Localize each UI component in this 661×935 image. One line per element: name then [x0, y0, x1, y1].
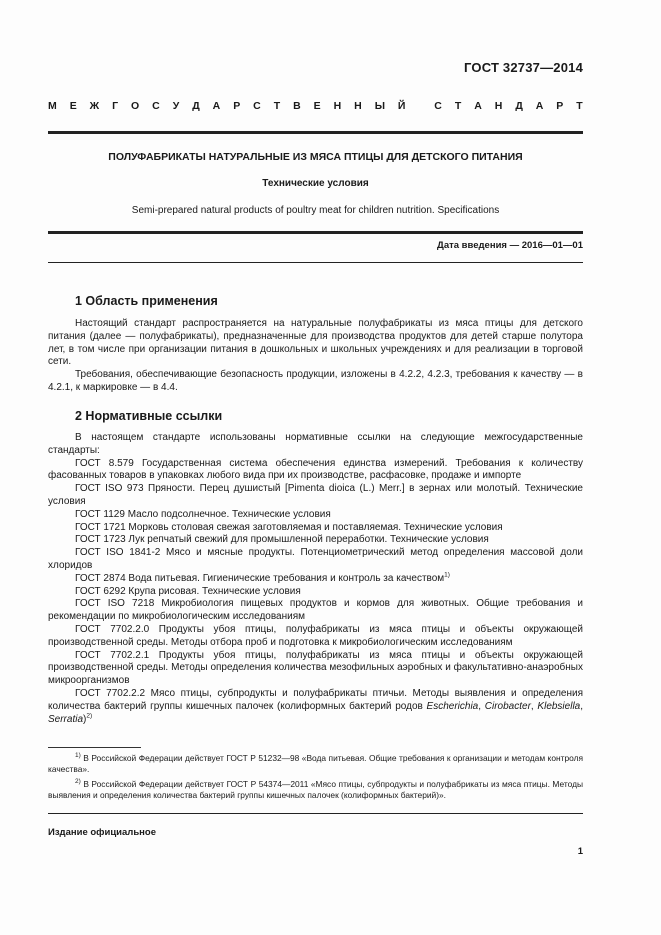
reference-item: ГОСТ ISO 7218 Микробиология пищевых продуктов и кормов для животных. Общие требования и рекомендации по микробиологическим исследованиям: [48, 598, 583, 623]
section-2-heading: 2 Нормативные ссылки: [75, 409, 223, 423]
standard-code: ГОСТ 32737—2014: [464, 60, 583, 75]
reference-item: ГОСТ 7702.2.2 Мясо птицы, субпродукты и полуфабрикаты птичьи. Методы выявления и определения количества бактерий группы кишечных палочек (колиформных бактерий родов Escherichia, Cirobacter, Klebsiella, Serratia)$^{2)}$: [48, 687, 584, 725]
banner-letter: Ы: [374, 100, 385, 112]
reference-item: ГОСТ ISO 1841-2 Мясо и мясные продукты. Потенциометрический метод определения массовой доли хлоридов: [48, 547, 583, 571]
genus-name: Klebsiella: [537, 700, 581, 712]
footer-rule: [48, 813, 583, 814]
banner-letter: Г: [112, 100, 119, 112]
banner-letter: Д: [515, 100, 523, 112]
effective-date: Дата введения — 2016—01—01: [437, 240, 583, 251]
page-number: 1: [577, 846, 583, 857]
section-1-body: [48, 318, 583, 395]
banner-letter: М: [48, 100, 57, 112]
banner-letter: С: [434, 100, 442, 112]
genus-name: Cirobacter: [484, 700, 531, 712]
document-subtitle: Технические условия: [262, 178, 369, 189]
footnote-mark: 2): [86, 712, 93, 720]
banner-letter: О: [131, 100, 140, 112]
document-title-en: Semi-prepared natural products of poultry meat for children nutrition. Specifications: [131, 205, 500, 216]
banner-letter: Ж: [89, 100, 100, 112]
official-edition-label: Издание официальное: [48, 827, 156, 838]
reference-item: ГОСТ 1721 Морковь столовая свежая заготовляемая и поставляемая. Технические условия: [75, 521, 503, 533]
banner-letter: Р: [233, 100, 241, 112]
section-2-intro: В настоящем стандарте использованы нормативные ссылки на следующие межгосударственные стандарты:: [48, 432, 583, 456]
reference-item: ГОСТ 6292 Крупа рисовая. Технические условия: [75, 585, 301, 597]
section-2-body: [48, 432, 583, 726]
banner-letter: А: [474, 100, 482, 112]
genus-name: Serratia: [48, 713, 84, 725]
genus-name: Escherichia: [426, 700, 479, 712]
section-1-heading: 1 Область применения: [75, 294, 218, 308]
banner-letter: Т: [273, 100, 281, 112]
banner-letter: Н: [494, 100, 503, 112]
banner-letter: С: [253, 100, 261, 112]
footnote-mark: 1): [75, 752, 81, 760]
banner-letter: А: [535, 100, 544, 112]
date-rule: [48, 262, 583, 263]
banner-letter: В: [293, 100, 301, 112]
header-rule: [48, 131, 583, 134]
reference-item: [48, 573, 583, 586]
banner-letter: Т: [576, 100, 583, 112]
banner-letter: Т: [454, 100, 462, 112]
reference-item: ГОСТ 8.579 Государственная система обеспечения единства измерений. Требования к количеству фасованных товаров в упаковках любого вида при их производстве, расфасовке, продаже и импорте: [48, 457, 583, 482]
reference-item: ГОСТ 1723 Лук репчатый свежий для промышленной переработки. Технические условия: [75, 534, 489, 546]
reference-item: ГОСТ 1129 Масло подсолнечное. Технические условия: [75, 508, 331, 520]
title-rule: [48, 231, 583, 234]
document-title: ПОЛУФАБРИКАТЫ НАТУРАЛЬНЫЕ ИЗ МЯСА ПТИЦЫ ДЛЯ ДЕТСКОГО ПИТАНИЯ: [108, 151, 523, 163]
banner-letter: Й: [397, 100, 406, 112]
reference-text: ГОСТ 7702.2.2 Мясо птицы, субпродукты и полуфабрикаты птичьи. Методы выявления и определения количества бактерий группы кишечных палочек (колиформных бактерий родов: [48, 687, 583, 712]
footnote-text: В Российской Федерации действует ГОСТ Р 54374—2011 «Мясо птицы, субпродукты и полуфабрикаты из мяса птицы. Методы выявления и определения количества бактерий группы кишечных палочек (колиформных бактерий)».: [48, 779, 583, 800]
reference-text: ГОСТ 2874 Вода питьевая. Гигиенические требования и контроль за качеством: [75, 572, 445, 584]
banner-letter: [418, 100, 421, 112]
interstate-standard-banner: [48, 100, 583, 112]
footnote-1: [48, 753, 583, 775]
footnote-mark: 1): [444, 571, 450, 579]
footnote-rule: [48, 747, 141, 748]
banner-letter: Н: [333, 100, 342, 112]
reference-item: ГОСТ ISO 973 Пряности. Перец душистый [Pimenta dioica (L.) Merr.] в зернах или молотый. Технические условия: [48, 483, 583, 507]
reference-item: ГОСТ 7702.2.1 Продукты убоя птицы, полуфабрикаты из мяса птицы и объекты окружающей производственной среды. Методы определения количества мезофильных аэробных и факультативно-анаэробных микроорганизмов: [48, 649, 583, 687]
banner-letter: У: [172, 100, 180, 112]
section-1-paragraph: Требования, обеспечивающие безопасность продукции, изложены в 4.2.2, 4.2.3, требования к качеству — в 4.2.1, к маркировке — в 4.4.: [48, 369, 583, 393]
banner-letter: Н: [354, 100, 362, 112]
reference-item: ГОСТ 7702.2.0 Продукты убоя птицы, полуфабрикаты из мяса птицы и объекты окружающей производственной среды. Методы отбора проб и подготовка к микробиологическим исследованиям: [48, 623, 583, 648]
banner-letter: А: [212, 100, 221, 112]
banner-letter: Д: [192, 100, 200, 112]
footnote-text: В Российской Федерации действует ГОСТ Р 51232—98 «Вода питьевая. Общие требования к организации и методам контроля качества».: [48, 753, 583, 774]
footnote-2: [48, 779, 583, 801]
section-1-paragraph: Настоящий стандарт распространяется на натуральные полуфабрикаты из мяса птицы для детского питания (далее — полуфабрикаты), предназначенные для производства продуктов для детей старше полутора лет, в том числе при организации питания в дошкольных и школьных учреждениях и для реализации в торговой сети.: [48, 318, 583, 368]
banner-letter: С: [152, 100, 160, 112]
footnote-mark: 2): [75, 778, 81, 786]
banner-letter: Р: [556, 100, 564, 112]
banner-letter: Е: [313, 100, 321, 112]
banner-letter: Е: [69, 100, 77, 112]
